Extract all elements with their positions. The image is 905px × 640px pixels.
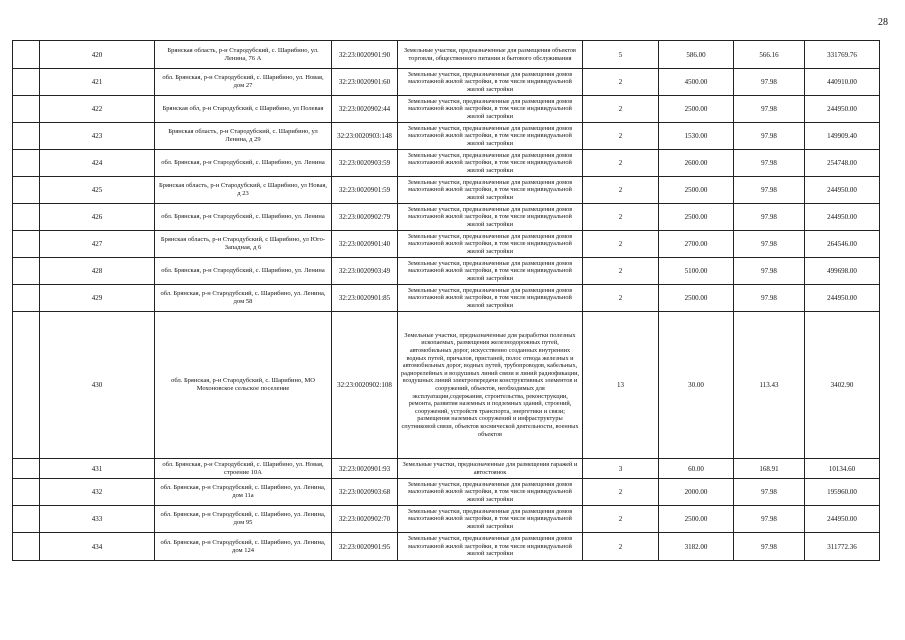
row-spacer — [13, 479, 40, 506]
address-cell: обл. Брянская, р-н Стародубский, с. Шарибино, ул. Новая, строение 10А — [155, 459, 332, 479]
cadastral-value-cell: 264546.00 — [805, 231, 880, 258]
table-row — [13, 459, 880, 479]
specific-value-cell: 97.98 — [734, 285, 805, 312]
row-spacer — [13, 533, 40, 561]
group-cell: 2 — [583, 69, 659, 96]
group-cell: 2 — [583, 231, 659, 258]
area-cell: 2500.00 — [659, 506, 734, 533]
row-number: 423 — [40, 123, 155, 150]
address-cell: обл. Брянская, р-н Стародубский, с. Шарибино, ул. Ленина, дом 124 — [155, 533, 332, 561]
row-spacer — [13, 285, 40, 312]
land-use-cell: Земельные участки, предназначенные для размещения домов малоэтажной жилой застройки, в том числе индивидуальной жилой застройки — [398, 258, 583, 285]
row-number: 430 — [40, 312, 155, 459]
land-use-cell: Земельные участки, предназначенные для размещения домов малоэтажной жилой застройки, в том числе индивидуальной жилой застройки — [398, 69, 583, 96]
land-use-cell: Земельные участки, предназначенные для размещения объектов торговли, общественного питания и бытового обслуживания — [398, 41, 583, 69]
cadastral-value-cell: 254748.00 — [805, 150, 880, 177]
table-row — [13, 123, 880, 150]
row-spacer — [13, 506, 40, 533]
cadastral-number-cell: 32:23:0020901:60 — [332, 69, 398, 96]
address-cell: Брянская область, р-н Стародубский, с. Шарибино, ул Ленина, д 29 — [155, 123, 332, 150]
address-cell: обл. Брянская, р-н Стародубский, с. Шарибино, ул. Ленина, дом 58 — [155, 285, 332, 312]
row-number: 432 — [40, 479, 155, 506]
cadastral-number-cell: 32:23:0020901:85 — [332, 285, 398, 312]
address-cell: обл. Брянская, р-н Стародубский, с. Шарибино, ул. Ленина — [155, 150, 332, 177]
land-use-cell: Земельные участки, предназначенные для размещения домов малоэтажной жилой застройки, в том числе индивидуальной жилой застройки — [398, 204, 583, 231]
specific-value-cell: 97.98 — [734, 177, 805, 204]
table-row — [13, 258, 880, 285]
specific-value-cell: 97.98 — [734, 69, 805, 96]
cadastral-value-cell: 244950.00 — [805, 96, 880, 123]
area-cell: 4500.00 — [659, 69, 734, 96]
address-cell: Брянская область, р-н Стародубский, с Шарибино, ул Юго-Западная, д 6 — [155, 231, 332, 258]
cadastral-number-cell: 32:23:0020901:95 — [332, 533, 398, 561]
row-spacer — [13, 96, 40, 123]
area-cell: 2500.00 — [659, 177, 734, 204]
table-row — [13, 69, 880, 96]
specific-value-cell: 97.98 — [734, 258, 805, 285]
row-number: 434 — [40, 533, 155, 561]
row-spacer — [13, 69, 40, 96]
group-cell: 2 — [583, 506, 659, 533]
row-number: 425 — [40, 177, 155, 204]
row-spacer — [13, 459, 40, 479]
group-cell: 2 — [583, 479, 659, 506]
cadastral-value-cell: 331769.76 — [805, 41, 880, 69]
address-cell: обл. Брянская, р-н Стародубский, с. Шарибино, ул. Ленина, дом 95 — [155, 506, 332, 533]
cadastral-value-cell: 10134.60 — [805, 459, 880, 479]
address-cell: обл. Брянская, р-н Стародубский, с. Шарибино, ул. Ленина, дом 11а — [155, 479, 332, 506]
address-cell: обл. Брянская, р-н Стародубский, с. Шарибино, МО Мохоновское сельское поселение — [155, 312, 332, 459]
address-cell: обл. Брянская, р-н Стародубский, с. Шарибино, ул. Новая, дом 27 — [155, 69, 332, 96]
group-cell: 2 — [583, 177, 659, 204]
table-row — [13, 177, 880, 204]
specific-value-cell: 97.98 — [734, 506, 805, 533]
row-number: 421 — [40, 69, 155, 96]
cadastral-number-cell: 32:23:0020903:148 — [332, 123, 398, 150]
row-spacer — [13, 204, 40, 231]
land-use-cell: Земельные участки, предназначенные для размещения домов малоэтажной жилой застройки, в том числе индивидуальной жилой застройки — [398, 177, 583, 204]
specific-value-cell: 97.98 — [734, 123, 805, 150]
row-spacer — [13, 231, 40, 258]
cadastral-number-cell: 32:23:0020902:79 — [332, 204, 398, 231]
cadastral-value-cell: 440910.00 — [805, 69, 880, 96]
row-spacer — [13, 150, 40, 177]
group-cell: 5 — [583, 41, 659, 69]
land-use-cell: Земельные участки, предназначенные для размещения гаражей и автостоянок — [398, 459, 583, 479]
cadastral-value-cell: 244950.00 — [805, 204, 880, 231]
address-cell: Брянская обл, р-н Стародубский, с Шарибино, ул Полевая — [155, 96, 332, 123]
cadastral-number-cell: 32:23:0020901:90 — [332, 41, 398, 69]
table-row — [13, 312, 880, 459]
area-cell: 2600.00 — [659, 150, 734, 177]
specific-value-cell: 97.98 — [734, 96, 805, 123]
table-row — [13, 231, 880, 258]
cadastral-value-cell: 499698.00 — [805, 258, 880, 285]
area-cell: 2700.00 — [659, 231, 734, 258]
cadastral-value-cell: 244950.00 — [805, 285, 880, 312]
land-use-cell: Земельные участки, предназначенные для разработки полезных ископаемых, размещения железнодорожных путей, автомобильных дорог, искусственно созданных внутренних водных путей, причалов, пристаней, полос отвода железных и автомобильных дорог, водных путей, трубопроводов, кабельных, радиорелейных и воздушных линий связи и линий радиофикации, воздушных линий электропередачи конструктивных элементов и сооружений, объектов, необходимых для эксплуатации,содержания, строительства, реконструкции, ремонта, развития наземных и подземных зданий, строений, сооружений, устройств транспорта, энергетики и связи; размещения наземных сооружений и инфраструктуры спутниковой связи, объектов космической деятельности, военных объектов — [398, 312, 583, 459]
land-use-cell: Земельные участки, предназначенные для размещения домов малоэтажной жилой застройки, в том числе индивидуальной жилой застройки — [398, 506, 583, 533]
address-cell: обл. Брянская, р-н Стародубский, с. Шарибино, ул. Ленина — [155, 258, 332, 285]
group-cell: 2 — [583, 123, 659, 150]
row-spacer — [13, 258, 40, 285]
row-number: 420 — [40, 41, 155, 69]
cadastral-value-table — [12, 40, 880, 561]
specific-value-cell: 97.98 — [734, 479, 805, 506]
row-number: 422 — [40, 96, 155, 123]
land-use-cell: Земельные участки, предназначенные для размещения домов малоэтажной жилой застройки, в том числе индивидуальной жилой застройки — [398, 123, 583, 150]
cadastral-number-cell: 32:23:0020903:49 — [332, 258, 398, 285]
area-cell: 1530.00 — [659, 123, 734, 150]
group-cell: 2 — [583, 96, 659, 123]
land-use-cell: Земельные участки, предназначенные для размещения домов малоэтажной жилой застройки, в том числе индивидуальной жилой застройки — [398, 479, 583, 506]
table-row — [13, 96, 880, 123]
land-use-cell: Земельные участки, предназначенные для размещения домов малоэтажной жилой застройки, в том числе индивидуальной жилой застройки — [398, 285, 583, 312]
cadastral-number-cell: 32:23:0020903:68 — [332, 479, 398, 506]
cadastral-value-cell: 195960.00 — [805, 479, 880, 506]
cadastral-number-cell: 32:23:0020901:59 — [332, 177, 398, 204]
address-cell: Брянская область, р-н Стародубский, с Шарибино, ул Новая, д 23 — [155, 177, 332, 204]
cadastral-value-cell: 244950.00 — [805, 506, 880, 533]
specific-value-cell: 113.43 — [734, 312, 805, 459]
cadastral-number-cell: 32:23:0020902:44 — [332, 96, 398, 123]
group-cell: 2 — [583, 150, 659, 177]
specific-value-cell: 97.98 — [734, 204, 805, 231]
table-row — [13, 41, 880, 69]
area-cell: 5100.00 — [659, 258, 734, 285]
group-cell: 2 — [583, 285, 659, 312]
table-row — [13, 285, 880, 312]
specific-value-cell: 97.98 — [734, 533, 805, 561]
area-cell: 2500.00 — [659, 285, 734, 312]
row-number: 429 — [40, 285, 155, 312]
specific-value-cell: 97.98 — [734, 231, 805, 258]
cadastral-number-cell: 32:23:0020902:70 — [332, 506, 398, 533]
row-number: 428 — [40, 258, 155, 285]
page-number: 28 — [878, 17, 888, 28]
land-use-cell: Земельные участки, предназначенные для размещения домов малоэтажной жилой застройки, в том числе индивидуальной жилой застройки — [398, 150, 583, 177]
table-row — [13, 479, 880, 506]
row-spacer — [13, 177, 40, 204]
group-cell: 2 — [583, 204, 659, 231]
group-cell: 2 — [583, 258, 659, 285]
address-cell: обл. Брянская, р-н Стародубский, с. Шарибино, ул. Ленина — [155, 204, 332, 231]
land-use-cell: Земельные участки, предназначенные для размещения домов малоэтажной жилой застройки, в том числе индивидуальной жилой застройки — [398, 231, 583, 258]
table-row — [13, 533, 880, 561]
area-cell: 60.00 — [659, 459, 734, 479]
area-cell: 2000.00 — [659, 479, 734, 506]
address-cell: Брянская область, р-н Стародубский, с. Шарибино, ул. Ленина, 76 А — [155, 41, 332, 69]
area-cell: 2500.00 — [659, 96, 734, 123]
cadastral-value-cell: 244950.00 — [805, 177, 880, 204]
cadastral-number-cell: 32:23:0020901:93 — [332, 459, 398, 479]
row-spacer — [13, 123, 40, 150]
table-row — [13, 506, 880, 533]
area-cell: 30.00 — [659, 312, 734, 459]
specific-value-cell: 566.16 — [734, 41, 805, 69]
cadastral-value-cell: 3402.90 — [805, 312, 880, 459]
cadastral-value-cell: 149909.40 — [805, 123, 880, 150]
row-number: 426 — [40, 204, 155, 231]
land-use-cell: Земельные участки, предназначенные для размещения домов малоэтажной жилой застройки, в том числе индивидуальной жилой застройки — [398, 96, 583, 123]
cadastral-number-cell: 32:23:0020901:40 — [332, 231, 398, 258]
table-row — [13, 204, 880, 231]
area-cell: 3182.00 — [659, 533, 734, 561]
group-cell: 13 — [583, 312, 659, 459]
row-number: 427 — [40, 231, 155, 258]
cadastral-number-cell: 32:23:0020902:108 — [332, 312, 398, 459]
row-number: 424 — [40, 150, 155, 177]
group-cell: 2 — [583, 533, 659, 561]
land-use-cell: Земельные участки, предназначенные для размещения домов малоэтажной жилой застройки, в том числе индивидуальной жилой застройки — [398, 533, 583, 561]
row-spacer — [13, 312, 40, 459]
area-cell: 2500.00 — [659, 204, 734, 231]
specific-value-cell: 168.91 — [734, 459, 805, 479]
specific-value-cell: 97.98 — [734, 150, 805, 177]
table-row — [13, 150, 880, 177]
area-cell: 586.00 — [659, 41, 734, 69]
row-number: 433 — [40, 506, 155, 533]
cadastral-number-cell: 32:23:0020903:59 — [332, 150, 398, 177]
row-spacer — [13, 41, 40, 69]
row-number: 431 — [40, 459, 155, 479]
group-cell: 3 — [583, 459, 659, 479]
cadastral-value-cell: 311772.36 — [805, 533, 880, 561]
